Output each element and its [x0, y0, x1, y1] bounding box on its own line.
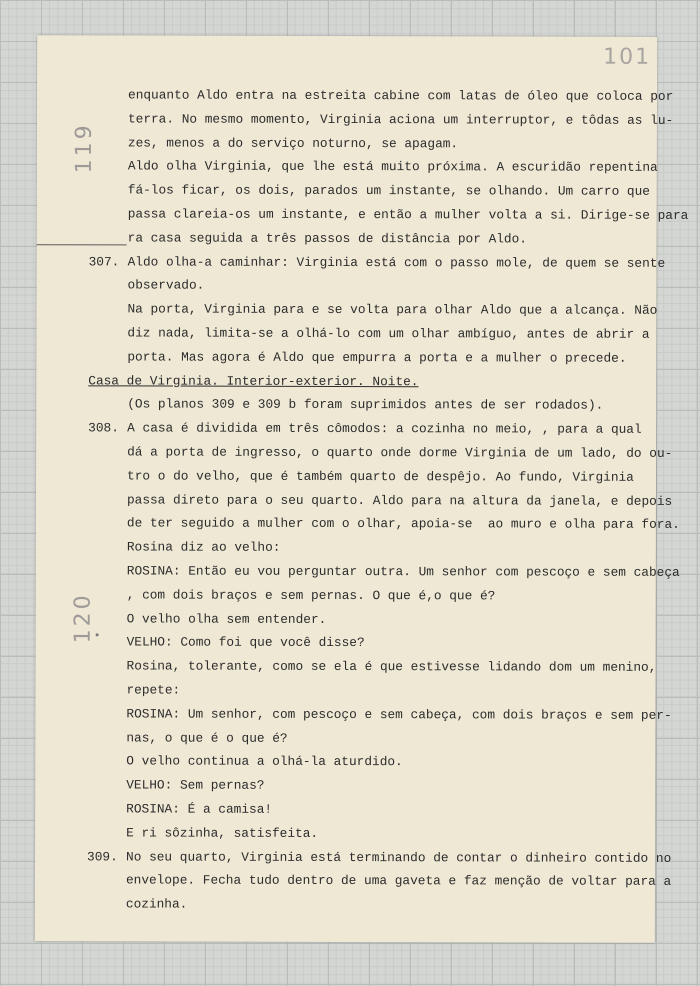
margin-note-top: 119: [71, 122, 97, 174]
text-line: [88, 440, 673, 465]
line-text: repete:: [126, 682, 181, 698]
text-line: [88, 654, 657, 679]
line-text: Rosina diz ao velho:: [126, 539, 281, 555]
text-line: [87, 821, 647, 846]
scene-number: 308.: [88, 420, 119, 436]
text-line: [87, 773, 647, 798]
text-line: [89, 83, 674, 108]
line-text: ROSINA: Então eu vou perguntar outra. Um senhor com pescoço e sem cabeça: [126, 563, 680, 580]
text-line: [88, 535, 648, 560]
line-text: zes, menos a do serviço noturno, se apagam.: [127, 135, 459, 151]
line-text: nas, o que é o que é?: [126, 729, 288, 746]
text-line: [87, 702, 672, 727]
line-text: de ter seguido a mulher com o olhar, apoia-se ao muro e olha para fora.: [126, 515, 680, 533]
scene-number: 307.: [88, 253, 120, 269]
line-text: Aldo olha Virginia, que lhe está muito próxima. A escuridão repentina: [127, 158, 658, 176]
text-line: [88, 488, 673, 513]
line-text: terra. No mesmo momento, Virginia aciona um interruptor, e tôdas as lu-: [127, 111, 674, 128]
text-line: [87, 750, 647, 775]
line-text: O velho continua a olhá-la aturdido.: [126, 753, 403, 770]
text-line: [87, 726, 647, 751]
text-line: [89, 274, 649, 299]
line-text: , com dois braços e sem pernas. O que é,o que é?: [126, 587, 496, 604]
line-text: VELHO: Sem pernas?: [126, 777, 265, 793]
text-line: [88, 297, 658, 322]
script-text: [87, 83, 689, 917]
text-line: [87, 678, 647, 703]
text-line: [88, 321, 648, 346]
page-number: 101: [603, 44, 652, 70]
text-line: [87, 892, 647, 917]
text-line: [88, 559, 680, 584]
line-text: ROSINA: Um senhor, com pescoço e sem cabeça, com dois braços e sem per-: [126, 706, 672, 723]
line-text: ROSINA: É a camisa!: [126, 801, 273, 817]
line-text: O velho olha sem entender.: [126, 610, 327, 627]
scene-number: 309.: [87, 848, 118, 864]
scene-heading: [88, 369, 648, 394]
line-text: ra casa seguida a três passos de distância por Aldo.: [127, 230, 528, 247]
line-text: Aldo olha-a caminhar: Virginia está com o passo mole, de quem se sente: [127, 254, 666, 271]
line-text: diz nada, limita-se a olhá-lo com um olhar ambíguo, antes de abrir a: [127, 325, 650, 342]
text-line: [88, 607, 648, 632]
text-line: [88, 583, 648, 608]
text-line: [89, 202, 689, 227]
line-text: Casa de Virginia. Interior-exterior. Noite.: [88, 372, 419, 389]
typed-page: [35, 35, 689, 943]
line-text: passa direto para o seu quarto. Aldo para na altura da janela, e depois: [126, 491, 673, 509]
line-text: Na porta, Virginia para e se volta para olhar Aldo que a alcança. Não: [127, 301, 658, 318]
text-line: [88, 345, 648, 370]
text-line: [89, 107, 674, 132]
text-line: [87, 869, 672, 894]
text-line: [88, 416, 648, 441]
line-text: tro o do velho, que é também quarto de despêjo. Ao fundo, Virginia: [127, 468, 634, 485]
text-line: [88, 512, 680, 537]
line-text: (Os planos 309 e 309 b foram suprimidos antes de ser rodados).: [127, 396, 604, 414]
line-text: envelope. Fecha tudo dentro de uma gaveta e faz menção de voltar para a: [125, 872, 672, 890]
line-text: dá a porta de ingresso, o quarto onde dorme Virginia de um lado, do ou-: [127, 444, 673, 461]
line-text: A casa é dividida em três cômodos: a cozinha no meio, , para a qual: [127, 420, 642, 437]
margin-note-bottom: 120: [70, 592, 96, 644]
text-line: [88, 464, 648, 489]
line-text: passa clareia-os um instante, e então a mulher volta a si. Dirige-se para: [127, 206, 689, 223]
line-text: VELHO: Como foi que você disse?: [126, 634, 365, 651]
text-line: [89, 131, 649, 156]
text-line: [89, 155, 658, 180]
line-text: Rosina, tolerante, como se ela é que estivesse lidando dom um menino,: [126, 658, 657, 675]
line-text: porta. Mas agora é Aldo que empurra a porta e a mulher o precede.: [127, 349, 627, 366]
line-text: cozinha.: [125, 896, 188, 912]
text-line: [88, 393, 648, 418]
text-line: [89, 226, 649, 251]
text-line: [88, 250, 666, 275]
text-line: [88, 631, 648, 656]
line-text: fá-los ficar, os dois, parados um instante, se olhando. Um carro que: [127, 182, 651, 199]
line-text: enquanto Aldo entra na estreita cabine com latas de óleo que coloca por: [128, 87, 674, 104]
text-line: [87, 797, 647, 822]
line-text: E ri sôzinha, satisfeita.: [126, 825, 319, 841]
text-line: [87, 845, 672, 870]
line-text: observado.: [127, 277, 205, 294]
line-text: No seu quarto, Virginia está terminando de contar o dinheiro contido no: [126, 848, 672, 866]
text-line: [89, 179, 649, 204]
